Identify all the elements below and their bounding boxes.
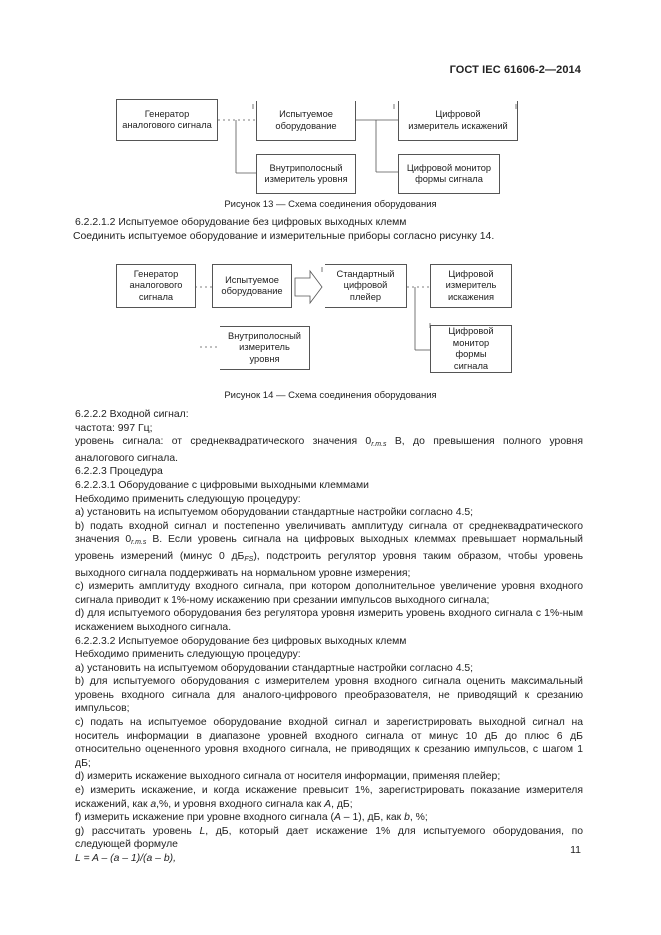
fig13-monitor-box: Цифровой монитор формы сигнала (398, 154, 500, 194)
document-header: ГОСТ IEC 61606-2—2014 (449, 64, 581, 76)
section-6-2-2-3-2: 6.2.2.3.2 Испытуемое оборудование без цифровых выходных клемм (75, 635, 407, 647)
fig14-generator-box: Генератор аналогового сигнала (116, 264, 196, 308)
rms-subscript: r.m.s (371, 441, 387, 449)
figure-14-caption: Рисунок 14 — Схема соединения оборудования (224, 390, 437, 401)
step-g-text-2: , дБ, который дает искажение 1% для испытуемого оборудования, по следующей формуле (75, 825, 583, 851)
step-b-1-text-2: В. Если уровень сигнала на цифровых выходных клеммах превышает нормальный уровень измерений (минус 0 дБ (75, 534, 583, 562)
fig13-dut-box: Испытуемое оборудование (256, 101, 356, 141)
frequency-line: частота: 997 Гц; (75, 422, 153, 434)
var-b: b (404, 812, 410, 824)
section-6-2-2-2: 6.2.2.2 Входной сигнал: (75, 409, 189, 420)
step-a-2: а) установить на испытуемом оборудовании стандартные настройки согласно 4.5; (75, 662, 474, 674)
fig14-player-box: Стандартный цифровой плейер (325, 264, 407, 308)
step-d-1: d) для испытуемого оборудования без регулятора уровня измерить уровень входного сигнала с 1%-ным искажением выходного сигнала. (75, 608, 583, 633)
step-f-text-2: – 1), дБ, как (340, 812, 405, 824)
section-6-2-2-1-2: 6.2.2.1.2 Испытуемое оборудование без цифровых выходных клемм (75, 217, 407, 228)
fig14-level-meter-box: Внутриполосный измеритель уровня (220, 326, 310, 370)
var-A-2: A (333, 812, 341, 824)
step-b-1 (75, 520, 583, 580)
procedure-intro-2: Небходимо применить следующую процедуру: (75, 649, 301, 661)
var-L: L (199, 825, 206, 837)
text-block-b (75, 408, 583, 866)
figure-13-caption: Рисунок 13 — Схема соединения оборудования (224, 199, 437, 210)
step-e-text-2: ,%, и уровня входного сигнала как (156, 798, 325, 810)
fig14-monitor-box: Цифровой монитор формы сигнала (430, 325, 512, 373)
section-6-2-2-3: 6.2.2.3 Процедура (75, 466, 163, 478)
instruction-connect: Соединить испытуемое оборудование и измерительные приборы согласно рисунку 14. (73, 230, 495, 242)
step-f-text-3: , %; (409, 812, 428, 824)
step-d-2: d) измерить искажение выходного сигнала от носителя информации, применяя плейер; (75, 771, 501, 783)
step-f-2 (75, 811, 583, 825)
signal-level-text-2: В, до превышения полного уровня аналогового сигнала. (75, 436, 583, 464)
fs-subscript: FS (244, 555, 254, 563)
signal-level-text: уровень сигнала: от среднеквадратического значения 0 (75, 436, 372, 448)
signal-level-line (75, 435, 583, 465)
var-A: A (324, 798, 332, 810)
step-e-text: е) измерить искажение, и когда искажение превысит 1%, зарегистрировать показание измерителя искажений, как (75, 785, 583, 810)
rms-subscript-2: r.m.s (131, 539, 147, 547)
step-e-2 (75, 784, 583, 811)
page-number: 11 (570, 844, 581, 856)
step-b-1-text: b) подать входной сигнал и постепенно увеличивать амплитуду сигнала от среднеквадратического значения 0 (75, 520, 583, 546)
step-c-2: с) подать на испытуемое оборудование входной сигнал и зарегистрировать выходной сигнал на носитель информации в диапазоне уровней входного сигнала от минус 10 дБ до плюс 6 дБ относительно оцененного уровня входного сигнала, не приводящих к срезанию импульсов, с шагом 1 дБ; (75, 717, 583, 769)
fig14-dut-box: Испытуемое оборудование (212, 264, 292, 308)
step-g-text: g) рассчитать уровень (75, 825, 200, 837)
step-c-1: с) измерить амплитуду входного сигнала, при котором дополнительное увеличение уровня входного сигнала приводит к 1%-ному искажению при срезании импульсов выходного сигнала; (75, 581, 583, 606)
step-a-1: а) установить на испытуемом оборудовании стандартные настройки согласно 4.5; (75, 507, 474, 519)
formula: L = A – (a – 1)/(a – b), (75, 853, 176, 864)
procedure-intro-1: Небходимо применить следующую процедуру: (75, 493, 301, 505)
section-6-2-2-3-1: 6.2.2.3.1 Оборудование с цифровыми выходными клеммами (75, 479, 369, 491)
fig13-generator-box: Генератор аналогового сигнала (116, 99, 218, 141)
fig13-level-meter-box: Внутриполосный измеритель уровня (256, 154, 356, 194)
step-b-2: b) для испытуемого оборудования с измерителем уровня входного сигнала оценить максимальный уровень входного сигнала для аналого-цифрового преобразователя, не приводящий к срезанию импульсов; (75, 676, 583, 715)
fig13-distortion-meter-box: Цифровой измеритель искажений (398, 101, 518, 141)
step-e-text-3: , дБ; (331, 798, 353, 810)
step-b-1-text-3: ), подстроить регулятор уровня таким образом, чтобы уровень выходного сигнала поддерживать на нормальном уровне измерения; (75, 550, 583, 579)
var-a: a (150, 798, 157, 810)
step-g-2 (75, 825, 583, 852)
fig14-distortion-meter-box: Цифровой измеритель искажения (430, 264, 512, 308)
step-f-text: f) измерить искажение при уровне входного сигнала ( (75, 812, 334, 824)
